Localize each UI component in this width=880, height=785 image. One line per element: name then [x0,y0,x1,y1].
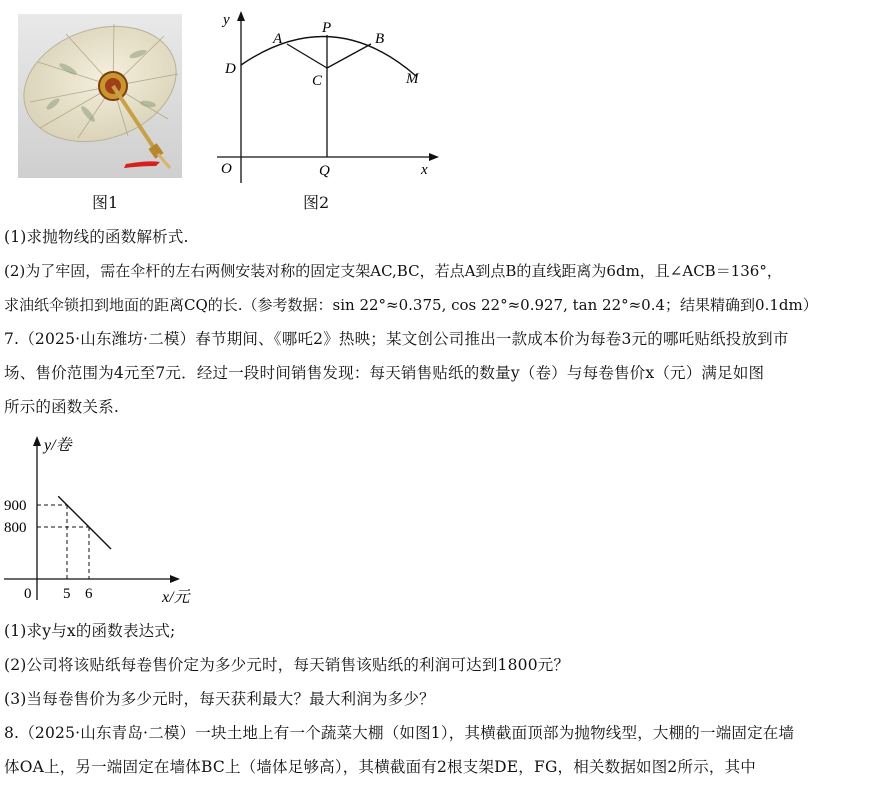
fig2-label-D: D [225,61,236,77]
fig2-label-P: P [322,20,332,36]
p6-question2-line2: 求油纸伞锁扣到地面的距离CQ的长.（参考数据：sin 22°≈0.375, cos 22°≈0.927, tan 22°≈0.4；结果精确到0.1dm） [4,296,818,314]
p8-line2: 体OA上，另一端固定在墙体BC上（墙体足够高），其横截面有2根支架DE，FG，相关数据如图2所示，其中 [4,758,756,776]
p7-graph [0,428,210,610]
fig2-label-x: x [421,162,428,178]
p7-line3: 所示的函数关系. [4,398,120,416]
umbrella-photo [18,14,182,178]
x-tick-label-5: 5 [63,586,71,602]
fig2-label-O: O [221,161,232,177]
fig2-label-M: M [406,71,419,87]
p6-question1: (1)求抛物线的函数解析式. [4,228,189,246]
p7-line2: 场、售价范围为4元至7元．经过一段时间销售发现：每天销售贴纸的数量y（卷）与每卷售价x（元）满足如图 [4,364,765,382]
fig2-label-C: C [312,73,323,89]
function-line [58,496,111,549]
y-tick-label-800: 800 [4,520,27,536]
fig2-label-y: y [223,12,230,28]
p7-question1: (1)求y与x的函数表达式; [4,622,176,640]
graph-origin: 0 [24,586,32,602]
graph-x-label: x/元 [162,589,190,606]
fig2-label-Q: Q [319,163,330,179]
fig2-label-B: B [375,31,385,47]
p7-line1: 7.（2025·山东潍坊·二模）春节期间、《哪吒2》热映；某文创公司推出一款成本价为每卷3元的哪吒贴纸投放到市 [4,330,789,348]
p8-line1: 8.（2025·山东青岛·二模）一块土地上有一个蔬菜大棚（如图1），其横截面顶部为抛物线型，大棚的一端固定在墙 [4,724,795,742]
figure2-diagram [205,5,445,190]
x-tick-label-6: 6 [85,586,93,602]
figure1-caption: 图1 [92,193,119,212]
p7-question2: (2)公司将该贴纸每卷售价定为多少元时，每天销售该贴纸的利润可达到1800元？ [4,656,570,674]
fig2-label-A: A [273,31,283,47]
p7-question3: (3)当每卷售价为多少元时，每天获利最大？最大利润为多少？ [4,690,435,708]
graph-y-label: y/卷 [44,437,72,454]
y-tick-label-900: 900 [4,498,27,514]
p6-question2-line1: (2)为了牢固，需在伞杆的左右两侧安装对称的固定支架AC,BC，若点A到点B的直线距离为6dm，且∠ACB＝136°， [4,262,782,280]
figure2-caption: 图2 [303,193,330,212]
